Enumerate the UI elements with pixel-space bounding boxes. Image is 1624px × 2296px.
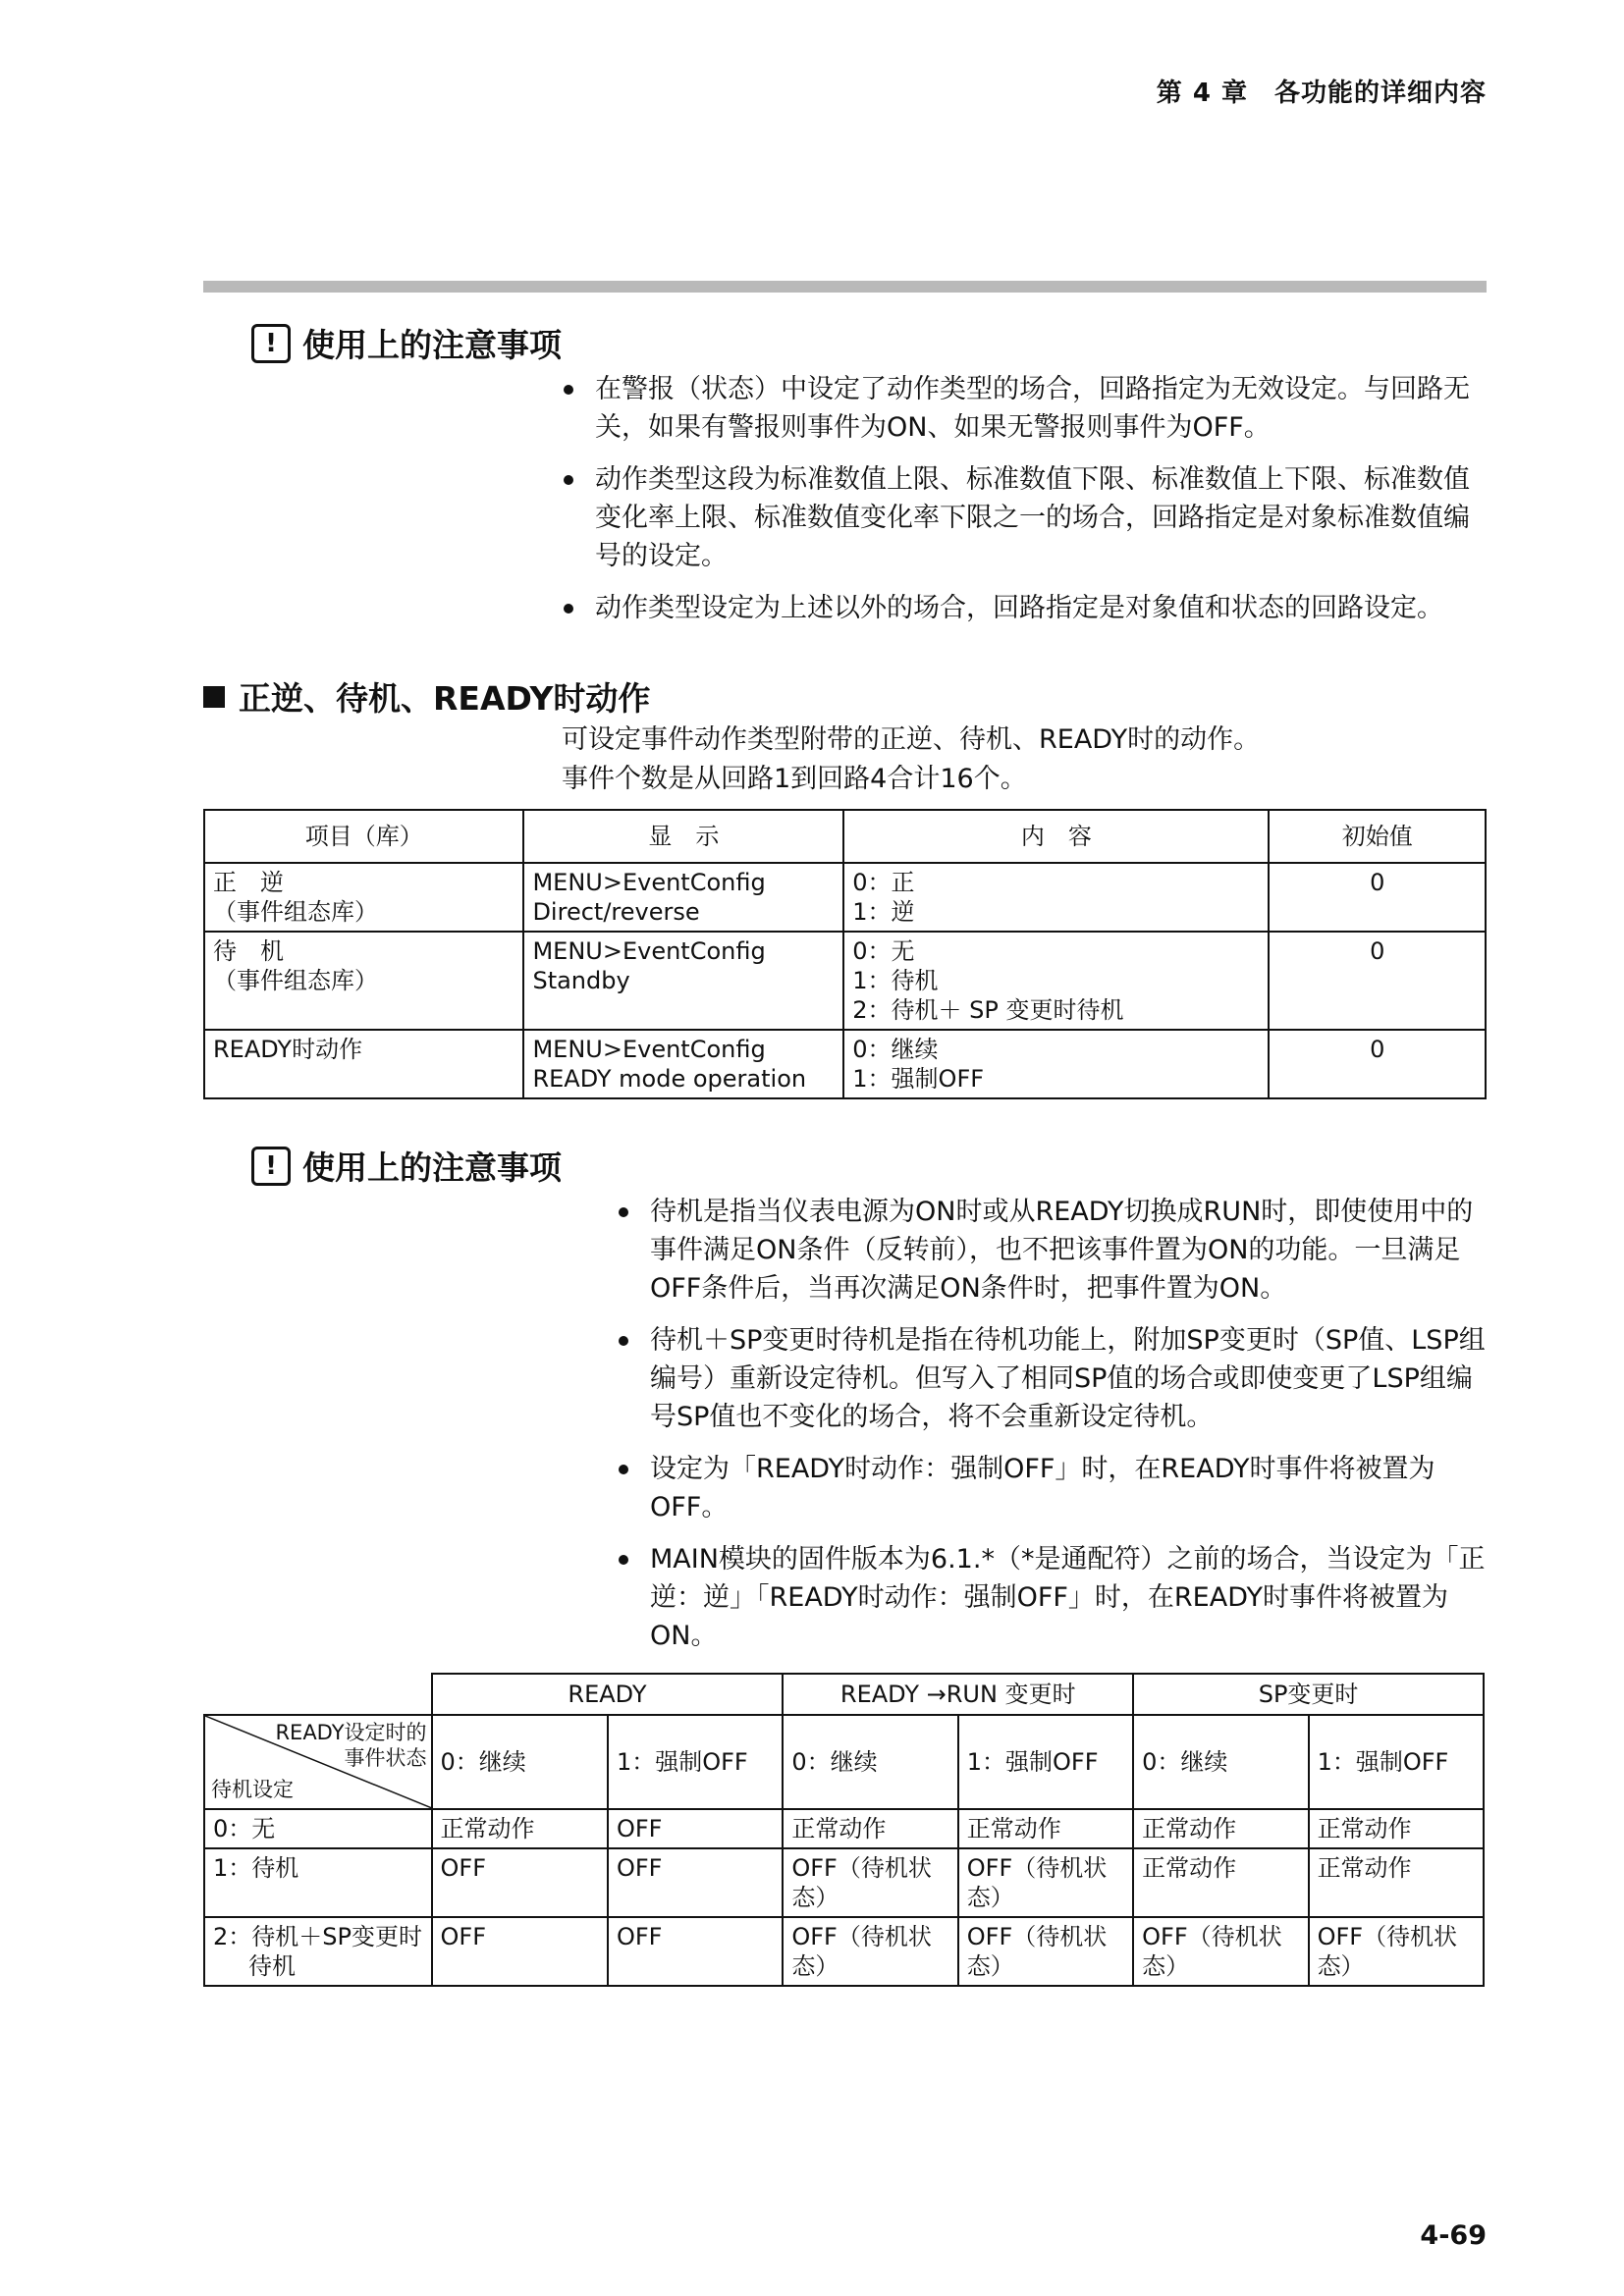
row-label (204, 1848, 432, 1917)
sub-header: 1：强制OFF (608, 1715, 783, 1809)
caution-item: 待机＋SP变更时待机是指在待机功能上，附加SP变更时（SP值、LSP组编号）重新设定待机。但写入了相同SP值的场合或即使变更了LSP组编号SP值也不变化的场合，将不会重新设定待机。 (615, 1321, 1489, 1436)
table-header: 显 示 (523, 810, 843, 863)
table-row (204, 1917, 1484, 1986)
table-cell: OFF（待机状态） (783, 1848, 957, 1917)
table-cell: OFF (608, 1848, 783, 1917)
caution-list (615, 1193, 1489, 1669)
table-cell: OFF（待机状态） (958, 1917, 1133, 1986)
display-item: Direct/reverse (532, 898, 700, 926)
content-option: 1：待机 (852, 967, 939, 994)
settings-table (203, 809, 1487, 1099)
table-cell: OFF (608, 1809, 783, 1848)
sub-header: 1：强制OFF (1309, 1715, 1484, 1809)
exclamation-icon: ! (251, 324, 291, 363)
exclamation-icon: ! (251, 1147, 291, 1186)
caution-item: 设定为「READY时动作：强制OFF」时，在READY时事件将被置为OFF。 (615, 1450, 1489, 1526)
table-cell: OFF（待机状态） (958, 1848, 1133, 1917)
table-header: 初始值 (1269, 810, 1486, 863)
diagonal-header-cell (204, 1715, 432, 1809)
display-item: READY mode operation (532, 1065, 807, 1093)
item-name: READY时动作 (213, 1036, 363, 1063)
corner-bottom-label: 待机设定 (211, 1778, 294, 1801)
row-label-line: 待机 (248, 1952, 296, 1980)
table-cell: 正常动作 (1309, 1848, 1484, 1917)
intro-line: 可设定事件动作类型附带的正逆、待机、READY时的动作。 (562, 724, 1261, 755)
caution-list (560, 370, 1489, 641)
content-option: 1：强制OFF (852, 1065, 985, 1093)
empty-corner (204, 1674, 432, 1715)
corner-top-line: 事件状态 (344, 1746, 427, 1770)
caution-item: MAIN模块的固件版本为6.1.*（*是通配符）之前的场合，当设定为「正逆：逆」「READY时动作：强制OFF」时，在READY时事件将被置为ON。 (615, 1540, 1489, 1655)
standby-behavior-table (203, 1673, 1485, 1987)
caution-item: 动作类型设定为上述以外的场合，回路指定是对象值和状态的回路设定。 (560, 589, 1489, 627)
table-header: 项目（库） (204, 810, 523, 863)
corner-top-line: READY设定时的 (275, 1721, 427, 1744)
table-cell: 正常动作 (1133, 1809, 1308, 1848)
item-bank: （事件组态库） (213, 967, 378, 994)
initial-value: 0 (1269, 863, 1486, 932)
content-option: 0：继续 (852, 1036, 939, 1063)
item-name: 待 机 (213, 937, 284, 965)
corner-top-label (275, 1720, 426, 1771)
item-bank: （事件组态库） (213, 898, 378, 926)
caution-title (251, 320, 562, 366)
caution-item: 在警报（状态）中设定了动作类型的场合，回路指定为无效设定。与回路无关，如果有警报则事件为ON、如果无警报则事件为OFF。 (560, 370, 1489, 447)
group-header: READY (432, 1674, 784, 1715)
row-label (204, 1809, 432, 1848)
display-path: MENU>EventConfig (532, 869, 766, 896)
row-label-line: 2：待机＋SP变更时 (213, 1923, 422, 1950)
section-divider (203, 281, 1487, 293)
section-heading (203, 673, 650, 720)
table-cell: OFF（待机状态） (1133, 1917, 1308, 1986)
content-option: 1：逆 (852, 898, 915, 926)
content-option: 0：无 (852, 937, 915, 965)
section-heading-text: 正逆、待机、READY时动作 (239, 679, 651, 718)
table-cell: OFF (608, 1917, 783, 1986)
initial-value: 0 (1269, 932, 1486, 1030)
sub-header: 0：继续 (783, 1715, 957, 1809)
item-name: 正 逆 (213, 869, 284, 896)
group-header: SP变更时 (1133, 1674, 1484, 1715)
section-intro (562, 721, 1260, 799)
display-path: MENU>EventConfig (532, 1036, 766, 1063)
content-option: 2：待机＋ SP 变更时待机 (852, 996, 1124, 1024)
sub-header: 0：继续 (432, 1715, 608, 1809)
table-row (204, 932, 1486, 1030)
group-header: READY →RUN 变更时 (783, 1674, 1133, 1715)
display-path: MENU>EventConfig (532, 937, 766, 965)
table-header: 内 容 (843, 810, 1269, 863)
table-row (204, 1848, 1484, 1917)
display-item: Standby (532, 967, 630, 994)
caution-item: 待机是指当仪表电源为ON时或从READY切换成RUN时，即使使用中的事件满足ON条件（反转前），也不把该事件置为ON的功能。一旦满足OFF条件后，当再次满足ON条件时，把事件置为ON。 (615, 1193, 1489, 1308)
initial-value: 0 (1269, 1030, 1486, 1098)
table-cell: OFF（待机状态） (1309, 1917, 1484, 1986)
row-label (204, 1917, 432, 1986)
table-cell: OFF (432, 1917, 608, 1986)
square-bullet-icon (203, 686, 225, 708)
table-row (204, 1030, 1486, 1098)
table-row (204, 863, 1486, 932)
table-cell: 正常动作 (958, 1809, 1133, 1848)
page-number: 4-69 (1420, 2220, 1487, 2251)
content-option: 0：正 (852, 869, 915, 896)
sub-header: 0：继续 (1133, 1715, 1308, 1809)
table-cell: 正常动作 (432, 1809, 608, 1848)
caution-title-text: 使用上的注意事项 (302, 326, 562, 364)
caution-title-text: 使用上的注意事项 (302, 1148, 562, 1187)
row-label-line: 1：待机 (213, 1854, 299, 1882)
table-cell: 正常动作 (1133, 1848, 1308, 1917)
table-cell: 正常动作 (1309, 1809, 1484, 1848)
caution-title (251, 1143, 562, 1189)
caution-item: 动作类型这段为标准数值上限、标准数值下限、标准数值上下限、标准数值变化率上限、标准数值变化率下限之一的场合，回路指定是对象标准数值编号的设定。 (560, 460, 1489, 575)
sub-header: 1：强制OFF (958, 1715, 1133, 1809)
table-row (204, 1809, 1484, 1848)
chapter-header: 第 4 章 各功能的详细内容 (1156, 79, 1487, 108)
row-label-line: 0：无 (213, 1815, 276, 1842)
intro-line: 事件个数是从回路1到回路4合计16个。 (562, 764, 1027, 794)
table-cell: OFF（待机状态） (783, 1917, 957, 1986)
table-cell: OFF (432, 1848, 608, 1917)
table-cell: 正常动作 (783, 1809, 957, 1848)
